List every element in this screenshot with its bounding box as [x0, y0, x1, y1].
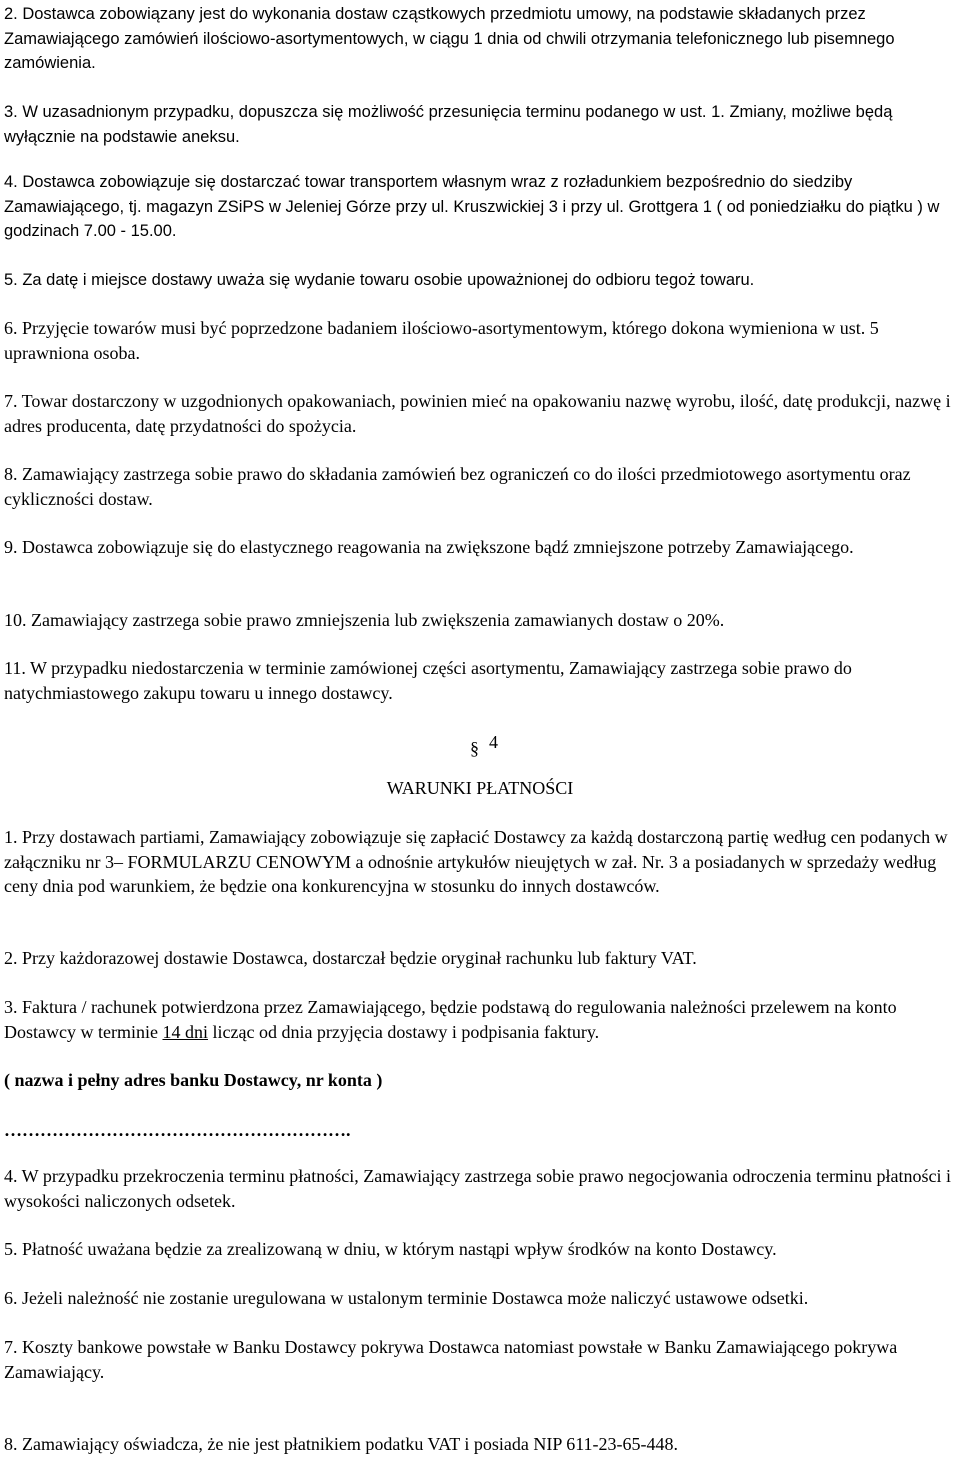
paragraph-2: 2. Dostawca zobowiązany jest do wykonania dostaw cząstkowych przedmiotu umowy, na podstawie składanych przez Zamawiającego zamówień ilościowo-asortymentowych, w ciągu 1 dnia od chwili otrzymania telefonicznego lub pisemnego zamówienia. [4, 5, 895, 72]
payment-paragraph-1: 1. Przy dostawach partiami, Zamawiający zobowiązuje się zapłacić Dostawcy za każdą dostarczoną partię według cen podanych w załączniku nr 3– FORMULARZU CENOWYM a odnośnie artykułów nieujętych w zał. Nr. 3 a posiadanych w sprzedaży według ceny dnia pod warunkiem, że będzie ona konkurencyjna w stosunku do innych dostawców. [4, 827, 948, 896]
paragraph-5: 5. Za datę i miejsce dostawy uważa się wydanie towaru osobie upoważnionej do odbioru tegoż towaru. [4, 271, 755, 289]
payment-paragraph-3-end: licząc od dnia przyjęcia dostawy i podpisania faktury. [207, 1021, 600, 1042]
section-number-value: 4 [489, 732, 498, 752]
section-symbol: § [470, 738, 479, 758]
paragraph-4: 4. Dostawca zobowiązuje się dostarczać towar transportem własnym wraz z rozładunkiem bezpośrednio do siedziby Zamawiającego, tj. magazyn ZSiPS w Jeleniej Górze przy ul. Kruszwickiej 3 i przy ul. Grottgera 1 ( od poniedziałku do piątku ) w godzinach 7.00 - 15.00. [4, 173, 940, 240]
payment-paragraph-2: 2. Przy każdorazowej dostawie Dostawca, dostarczał będzie oryginał rachunku lub faktury VAT. [4, 948, 697, 968]
paragraph-7: 7. Towar dostarczony w uzgodnionych opakowaniach, powinien mieć na opakowaniu nazwę wyrobu, ilość, datę produkcji, nazwę i adres producenta, datę przydatności do spożycia. [4, 391, 951, 436]
paragraph-10: 10. Zamawiający zastrzega sobie prawo zmniejszenia lub zwiększenia zamawianych dostaw o 20%. [4, 610, 725, 630]
payment-term: 14 dni [162, 1021, 208, 1042]
paragraph-6: 6. Przyjęcie towarów musi być poprzedzone badaniem ilościowo-asortymentowym, którego dokona wymieniona w ust. 5 uprawniona osoba. [4, 318, 879, 363]
payment-paragraph-7: 7. Koszty bankowe powstałe w Banku Dostawcy pokrywa Dostawca natomiast powstałe w Banku Zamawiającego pokrywa Zamawiający. [4, 1337, 898, 1382]
paragraph-9: 9. Dostawca zobowiązuje się do elastycznego reagowania na zwiększone bądź zmniejszone potrzeby Zamawiającego. [4, 537, 854, 557]
payment-paragraph-8: 8. Zamawiający oświadcza, że nie jest płatnikiem podatku VAT i posiada NIP 611-23-65-448. [4, 1434, 679, 1454]
section-title: WARUNKI PŁATNOŚCI [386, 778, 574, 798]
paragraph-3: 3. W uzasadnionym przypadku, dopuszcza się możliwość przesunięcia terminu podanego w ust. 1. Zmiany, możliwe będą wyłącznie na podstawie aneksu. [4, 103, 893, 146]
bank-label: ( nazwa i pełny adres banku Dostawcy, nr konta ) [4, 1070, 383, 1090]
section-number [470, 730, 530, 758]
payment-paragraph-3-text: 3. Faktura / rachunek potwierdzona przez Zamawiającego, będzie podstawą do regulowania należności przelewem na konto Dostawcy w terminie [4, 997, 897, 1042]
payment-paragraph-6: 6. Jeżeli należność nie zostanie uregulowana w ustalonym terminie Dostawca może naliczyć ustawowe odsetki. [4, 1288, 809, 1308]
paragraph-11: 11. W przypadku niedostarczenia w terminie zamówionej części asortymentu, Zamawiający zastrzega sobie prawo do natychmiastowego zakupu towaru u innego dostawcy. [4, 658, 852, 703]
payment-paragraph-5: 5. Płatność uważana będzie za zrealizowaną w dniu, w którym nastąpi wpływ środków na konto Dostawcy. [4, 1239, 777, 1259]
payment-paragraph-4: 4. W przypadku przekroczenia terminu płatności, Zamawiający zastrzega sobie prawo negocjowania odroczenia terminu płatności i wysokości naliczonych odsetek. [4, 1166, 951, 1211]
payment-paragraph-3 [4, 995, 956, 1044]
bank-fill-line: …………………………………………………. [4, 1120, 351, 1140]
paragraph-8: 8. Zamawiający zastrzega sobie prawo do składania zamówień bez ograniczeń co do ilości przedmiotowego asortymentu oraz cykliczności dostaw. [4, 464, 911, 509]
